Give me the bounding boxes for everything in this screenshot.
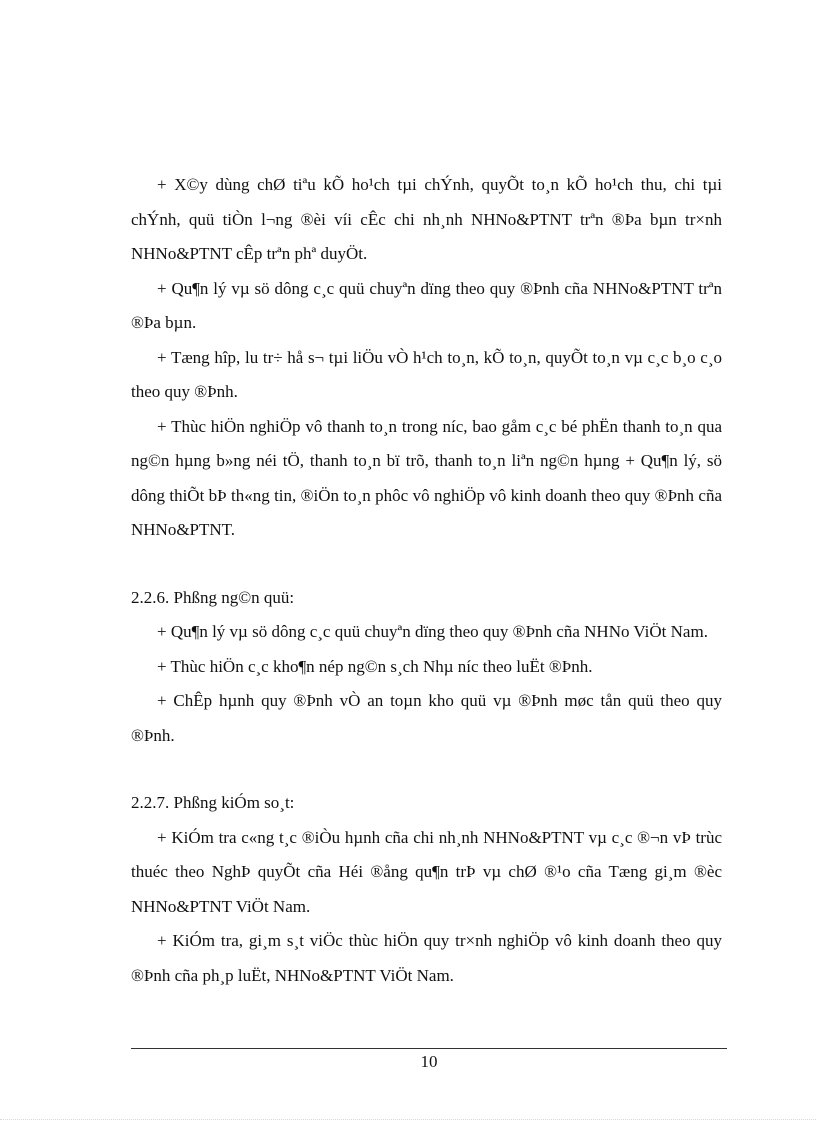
list-item: + Qu¶n lý vµ sö dông c¸c quü chuyªn dïng theo quy ®Þnh cña NHNo ViÖt Nam. [157, 622, 708, 641]
list-item: + Thùc hiÖn c¸c kho¶n nép ng©n s¸ch Nhµ níc theo luËt ®Þnh. [157, 656, 593, 676]
list-item: + KiÓm tra, gi¸m s¸t viÖc thùc hiÖn quy tr×nh nghiÖp vô kinh doanh theo quy ®Þnh cña ph¸p luËt, NHNo&PTNT ViÖt Nam. [131, 931, 722, 985]
list-item: + Tæng hîp, lu tr÷ hå s¬ tµi liÖu vÒ h¹ch to¸n, kÕ to¸n, quyÕt to¸n vµ c¸c b¸o c¸o theo quy ®Þnh. [131, 347, 722, 401]
section-spacer [131, 548, 722, 581]
section-spacer [131, 753, 722, 786]
page-bottom-border [0, 1119, 816, 1120]
footer-divider [131, 1048, 727, 1049]
list-item: + X©y dùng chØ tiªu kÕ ho¹ch tµi chÝnh, quyÕt to¸n kÕ ho¹ch thu, chi tµi chÝnh, quü tiÒn l¬ng ®èi víi cÊc chi nh¸nh NHNo&PTNT trªn ®Þa bµn tr×nh NHNo&PTNT cÊp trªn phª duyÖt. [131, 175, 722, 263]
page-number: 10 [420, 1052, 438, 1071]
page-body [131, 168, 722, 993]
section-heading-227: 2.2.7. Phßng kiÓm so¸t: [131, 793, 295, 812]
list-item: + ChÊp hµnh quy ®Þnh vÒ an toµn kho quü vµ ®Þnh møc tån quü theo quy ®Þnh. [131, 691, 722, 745]
list-item: + Qu¶n lý vµ sö dông c¸c quü chuyªn dïng theo quy ®Þnh cña NHNo&PTNT trªn ®Þa bµn. [131, 278, 722, 332]
list-item: + Thùc hiÖn nghiÖp vô thanh to¸n trong níc, bao gåm c¸c bé phËn thanh to¸n qua ng©n hµng b»ng néi tÖ, thanh to¸n bï trõ, thanh to¸n liªn ng©n hµng + Qu¶n lý, sö dông thiÕt bÞ th«ng tin, ®iÖn to¸n phôc vô nghiÖp vô kinh doanh theo quy ®Þnh cña NHNo&PTNT. [131, 416, 722, 539]
section-heading-226: 2.2.6. Phßng ng©n quü: [131, 587, 295, 607]
list-item: + KiÓm tra c«ng t¸c ®iÒu hµnh cña chi nh¸nh NHNo&PTNT vµ c¸c ®¬n vÞ trùc thuéc theo NghÞ quyÕt cña Héi ®ång qu¶n trÞ vµ chØ ®¹o cña Tæng gi¸m ®èc NHNo&PTNT ViÖt Nam. [131, 827, 722, 916]
